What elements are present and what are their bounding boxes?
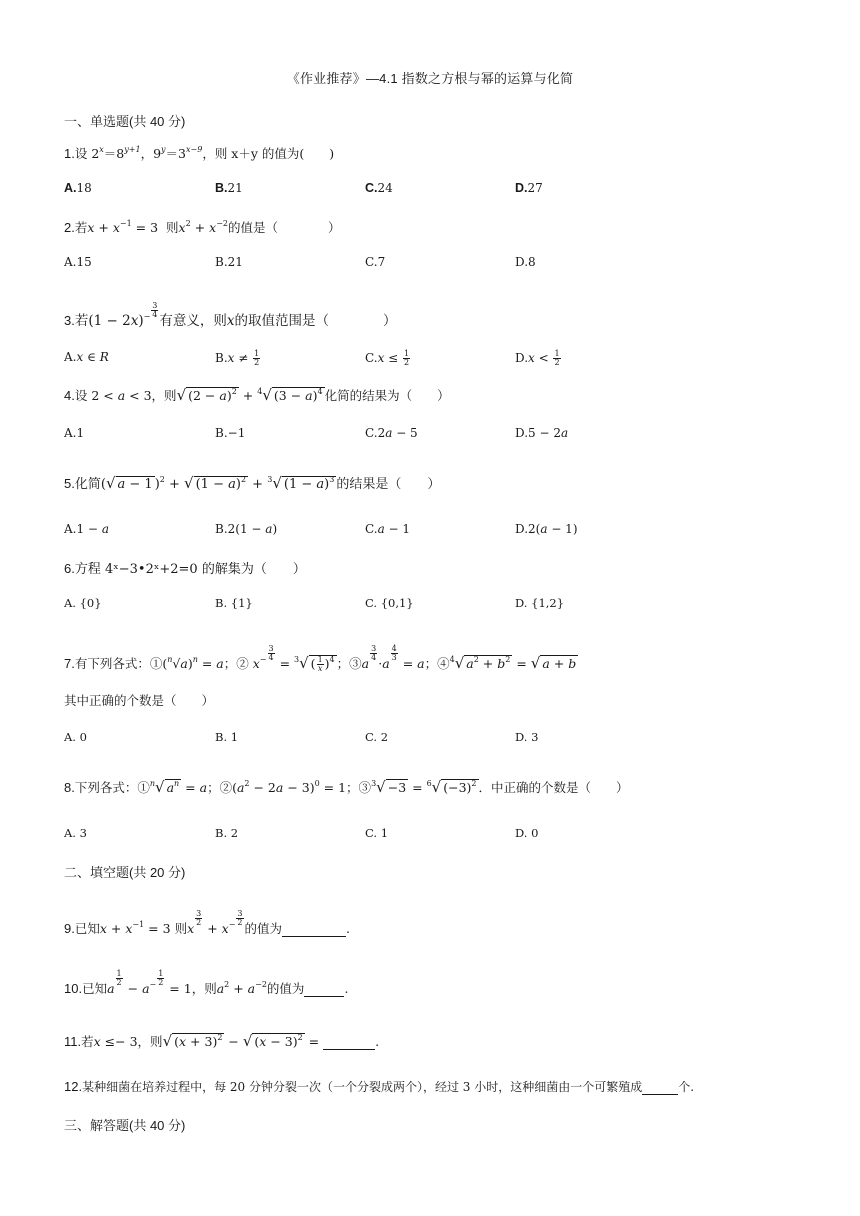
option-b[interactable]: B.21 [215, 255, 243, 269]
option-b[interactable]: B. 1 [215, 730, 239, 744]
question-11: 11.若x ≤− 3，则√ $(x + 3)^2$ − √ $(x - 3)^2$ = . [64, 1032, 380, 1050]
option-d[interactable]: D. 0 [515, 826, 539, 840]
answer-blank[interactable] [282, 924, 346, 937]
option-c[interactable]: C.2a − 5 [365, 426, 418, 440]
option-a[interactable]: A. 3 [64, 826, 87, 840]
option-b[interactable]: B. 2 [215, 826, 239, 840]
question-8: 8.下列各式：①$^n$√ $a^n = a$；$②(a^2 - 2a - 3)^0 = 1$；③$^3$√ −3 = $^6$√ $(-3)^2$ ．中正确的个数是（ ） [64, 778, 629, 796]
answer-blank[interactable] [642, 1082, 678, 1095]
option-b[interactable]: B. {1} [215, 596, 253, 610]
option-a[interactable]: A. 0 [64, 730, 87, 744]
question-7: 7.有下列各式：$①(^n√a)^n = a$；② $x^{- \frac{3}{4}}$ = $^3$√ ( $\frac{1}{x}$ )$^4$ ；③a $^{\frac{3}{4}}$ ·a $^{\frac{4}{3}}$ = a；④$^4$√ $a^2 + b^2$ = √ a + b [64, 644, 577, 673]
question-6: 6.方程 4ˣ−3•2ˣ+2=0 的解集为（ ） [64, 561, 306, 577]
option-b[interactable]: B.x ≠ $\frac{1}{2}$ [215, 349, 260, 367]
option-c[interactable]: C.x ≤ $\frac{1}{2}$ [365, 349, 410, 367]
question-12: 12.某种细菌在培养过程中，每 20 分钟分裂一次（一个分裂成两个），经过 3 小时，这种细菌由一个可繁殖成 个. [64, 1079, 695, 1094]
question-1: 1.设 $2^x=8^{y+1}$，$9^y=3^{x-9}$，则 x＋y 的值为( ) [64, 145, 335, 161]
option-c[interactable]: C.a − 1 [365, 522, 411, 536]
option-d[interactable]: D.x < $\frac{1}{2}$ [515, 349, 560, 367]
option-d[interactable]: D.27 [515, 181, 543, 195]
option-a[interactable]: A.1 − a [64, 522, 109, 536]
option-d[interactable]: D.8 [515, 255, 536, 269]
option-a[interactable]: A.18 [64, 181, 92, 195]
option-d[interactable]: D.2(a − 1) [515, 522, 578, 536]
section-heading-single-choice: 一、单选题(共 40 分) [64, 114, 186, 129]
option-c[interactable]: C.24 [365, 181, 393, 195]
option-b[interactable]: B.2(1 − a) [215, 522, 278, 536]
option-d[interactable]: D.5 − 2a [515, 426, 569, 440]
option-c[interactable]: C. 2 [365, 730, 389, 744]
option-c[interactable]: C.7 [365, 255, 386, 269]
question-9: 9.已知$x + x^{-1} = 3$ 则x $^{\frac{3}{2}}$ + $x^{- \frac{3}{2}}$ 的值为 . [64, 909, 351, 936]
section-heading-solutions: 三、解答题(共 40 分) [64, 1118, 186, 1133]
option-a[interactable]: A.1 [64, 426, 85, 440]
option-a[interactable]: A.x ∈ R [64, 350, 109, 364]
option-d[interactable]: D. {1,2} [515, 596, 565, 610]
answer-blank[interactable] [323, 1037, 375, 1050]
question-5: 5.化简(√ a − 1 )$^2$ + √ $(1 - a)^2 + ^3√$ $(1 - a)^3$ 的结果是（ ） [64, 474, 441, 492]
question-10: 10.已知a $^{\frac{1}{2}}$ − $a^{- \frac{1}{2}}$ = 1，则$a^2 + a^{-2}$的值为 . [64, 969, 349, 996]
option-c[interactable]: C. 1 [365, 826, 389, 840]
option-c[interactable]: C. {0,1} [365, 596, 414, 610]
option-a[interactable]: A.15 [64, 255, 92, 269]
option-b[interactable]: B.21 [215, 181, 243, 195]
question-4: 4.设 2 < a < 3，则√ $(2 - a)^2 + ^4√$ $(3 - a)^4$ 化简的结果为（ ） [64, 386, 450, 404]
question-3: 3.若$(1 - 2x)^{- \frac{3}{4}}$ 有意义，则x的取值范围是（ ） [64, 301, 397, 329]
answer-blank[interactable] [304, 984, 344, 997]
question-2: 2.若$x + x^{-1} = 3$ 则$x^2 + x^{-2}$的值是（ ） [64, 219, 341, 235]
option-d[interactable]: D. 3 [515, 730, 539, 744]
option-b[interactable]: B.−1 [215, 426, 246, 440]
option-a[interactable]: A. {0} [64, 596, 102, 610]
page-title: 《作业推荐》—4.1 指数之方根与幂的运算与化简 [286, 71, 574, 86]
section-heading-fill-in: 二、填空题(共 20 分) [64, 865, 186, 880]
question-7-line-2: 其中正确的个数是（ ） [64, 693, 215, 708]
